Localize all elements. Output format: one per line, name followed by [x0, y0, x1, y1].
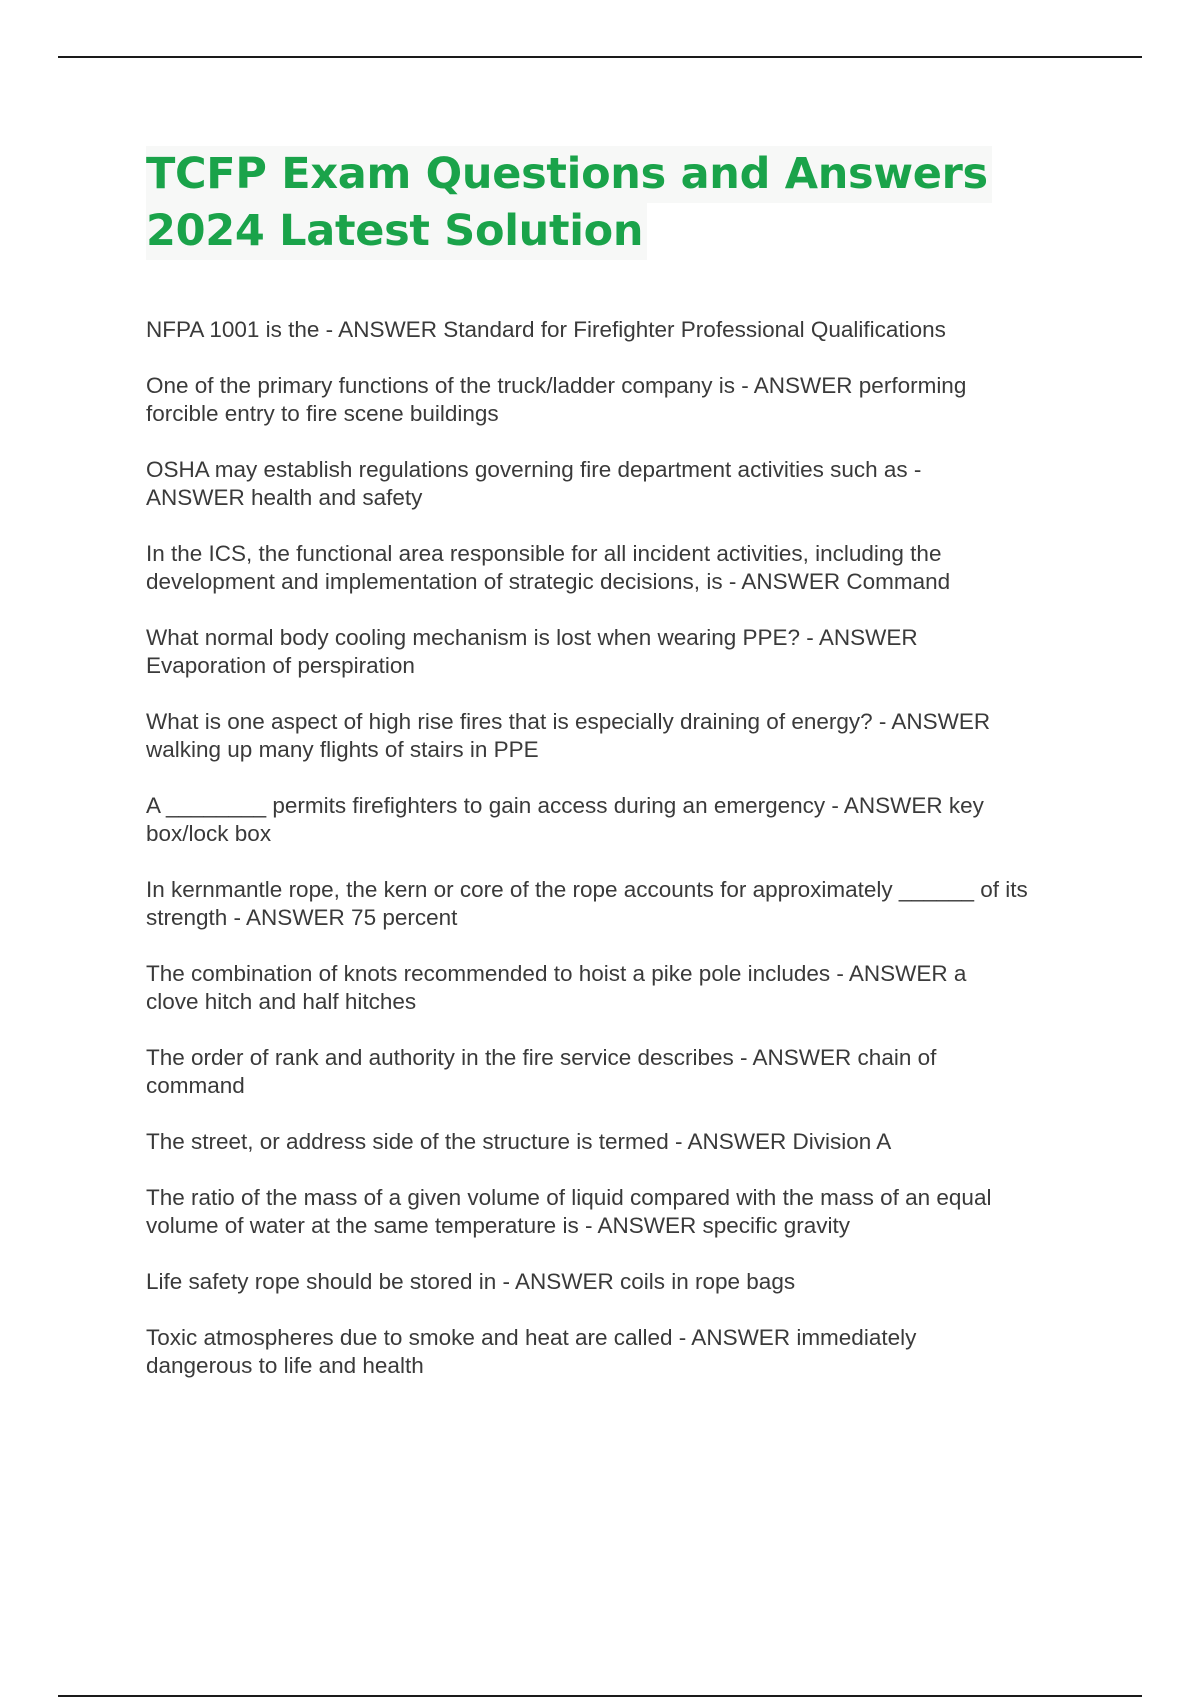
- qa-item: What normal body cooling mechanism is lost when wearing PPE? - ANSWER Evaporation of perspiration: [146, 625, 918, 678]
- qa-item: The ratio of the mass of a given volume of liquid compared with the mass of an equal volume of water at the same temperature is - ANSWER specific gravity: [146, 1185, 992, 1238]
- title-line-1: TCFP Exam Questions and Answers: [146, 146, 992, 203]
- qa-item: Life safety rope should be stored in - ANSWER coils in rope bags: [146, 1269, 796, 1294]
- qa-item: The combination of knots recommended to hoist a pike pole includes - ANSWER a clove hitch and half hitches: [146, 961, 967, 1014]
- qa-item: A ________ permits firefighters to gain access during an emergency - ANSWER key box/lock box: [146, 793, 984, 846]
- qa-item: The order of rank and authority in the fire service describes - ANSWER chain of command: [146, 1045, 937, 1098]
- qa-list: [146, 316, 1106, 1380]
- title-line-2: 2024 Latest Solution: [146, 203, 647, 260]
- document-body: [146, 146, 1106, 1408]
- qa-item: One of the primary functions of the truck/ladder company is - ANSWER performing forcible entry to fire scene buildings: [146, 373, 967, 426]
- qa-item: OSHA may establish regulations governing fire department activities such as - ANSWER health and safety: [146, 457, 922, 510]
- qa-item: In kernmantle rope, the kern or core of the rope accounts for approximately ______ of its strength - ANSWER 75 percent: [146, 877, 1028, 930]
- document-title: [146, 146, 1106, 260]
- qa-item: Toxic atmospheres due to smoke and heat are called - ANSWER immediately dangerous to life and health: [146, 1325, 917, 1378]
- qa-item: In the ICS, the functional area responsible for all incident activities, including the development and implementation of strategic decisions, is - ANSWER Command: [146, 541, 951, 594]
- qa-item: The street, or address side of the structure is termed - ANSWER Division A: [146, 1129, 892, 1154]
- bottom-divider: [58, 1695, 1142, 1697]
- qa-item: NFPA 1001 is the - ANSWER Standard for Firefighter Professional Qualifications: [146, 317, 946, 342]
- top-divider: [58, 56, 1142, 58]
- qa-item: What is one aspect of high rise fires that is especially draining of energy? - ANSWER walking up many flights of stairs in PPE: [146, 709, 991, 762]
